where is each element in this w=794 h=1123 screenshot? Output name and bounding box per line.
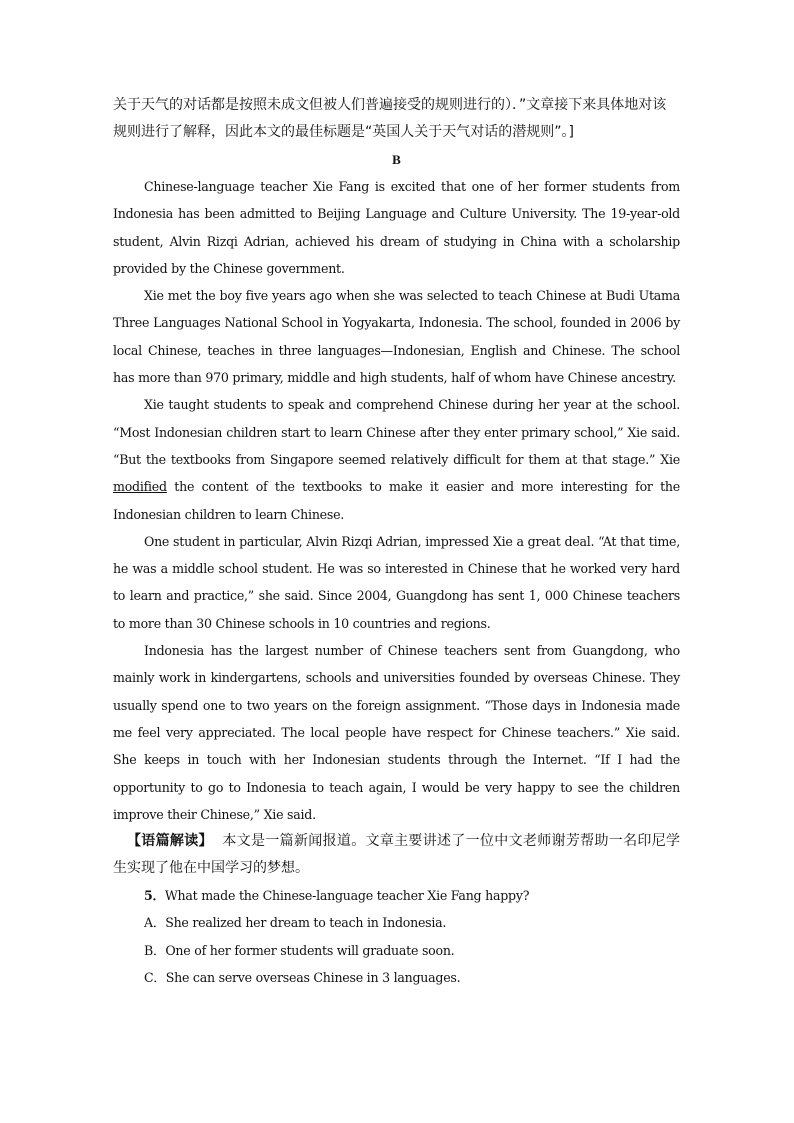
document-page	[113, 92, 680, 991]
option-a: A．She realized her dream to teach in Indonesia.	[144, 915, 447, 931]
option-c: C．She can serve overseas Chinese in 3 languages.	[144, 970, 461, 986]
option-b: B．One of her former students will graduate soon.	[144, 942, 455, 958]
question-number: 5．	[144, 888, 165, 904]
explanation-line-1: 关于天气的对话都是按照未成文但被人们普遍接受的规则进行的）．”文章接下来具体地对该	[113, 97, 667, 113]
previous-answer-explanation	[113, 92, 680, 146]
discourse-analysis	[113, 828, 680, 882]
question-text: What made the Chinese-language teacher Xie Fang happy?	[164, 888, 530, 904]
explanation-line-2: 规则进行了解释，因此本文的最佳标题是“英国人关于天气对话的潜规则”。]	[113, 124, 574, 140]
passage-paragraph-5: Indonesia has the largest number of Chinese teachers sent from Guangdong, who mainly work in kindergartens, schools and universities founded by overseas Chinese. They usually spend one to two years on the foreign assignment. “Those days in Indonesia made me feel very appreciated. The local people have respect for Chinese teachers.” Xie said. She keeps in touch with her Indonesian students through the Internet. “If I had the opportunity to go to Indonesia to teach again, I would be very happy to see the children improve their Chinese,” Xie said.	[113, 643, 680, 822]
section-heading: B	[392, 152, 401, 167]
passage-paragraph-3	[113, 391, 680, 527]
passage-paragraph-1: Chinese-language teacher Xie Fang is excited that one of her former students from Indonesia has been admitted to Beijing Language and Culture University. The 19-year-old student, Alvin Rizqi Adrian, achieved his dream of studying in China with a scholarship provided by the Chinese government.	[113, 179, 680, 276]
question-stem	[113, 882, 680, 909]
analysis-tag: 【语篇解读】	[127, 833, 213, 850]
underlined-word: modified	[113, 479, 167, 495]
passage-paragraph-2: Xie met the boy five years ago when she was selected to teach Chinese at Budi Utama Three Languages National School in Yogyakarta, Indonesia. The school, founded in 2006 by local Chinese, teaches in three languages—Indonesian, English and Chinese. The school has more than 970 primary, middle and high students, half of whom have Chinese ancestry.	[113, 288, 680, 386]
paragraph-3-text-before: Xie taught students to speak and comprehend Chinese during her year at the school. “Most Indonesian children start to learn Chinese after they enter primary school,” Xie said. “But the textbooks from Singapore seemed relatively difficult for them at that stage.” Xie	[113, 397, 680, 467]
passage-paragraph-4: One student in particular, Alvin Rizqi Adrian, impressed Xie a great deal. “At that time, he was a middle school student. He was so interested in Chinese that he worked very hard to learn and practice,” she said. Since 2004, Guangdong has sent 1, 000 Chinese teachers to more than 30 Chinese schools in 10 countries and regions.	[113, 533, 680, 631]
paragraph-3-text-after: the content of the textbooks to make it easier and more interesting for the Indonesian children to learn Chinese.	[113, 479, 680, 522]
analysis-text: 本文是一篇新闻报道。文章主要讲述了一位中文老师谢芳帮助一名印尼学生实现了他在中国学习的梦想。	[113, 833, 681, 877]
